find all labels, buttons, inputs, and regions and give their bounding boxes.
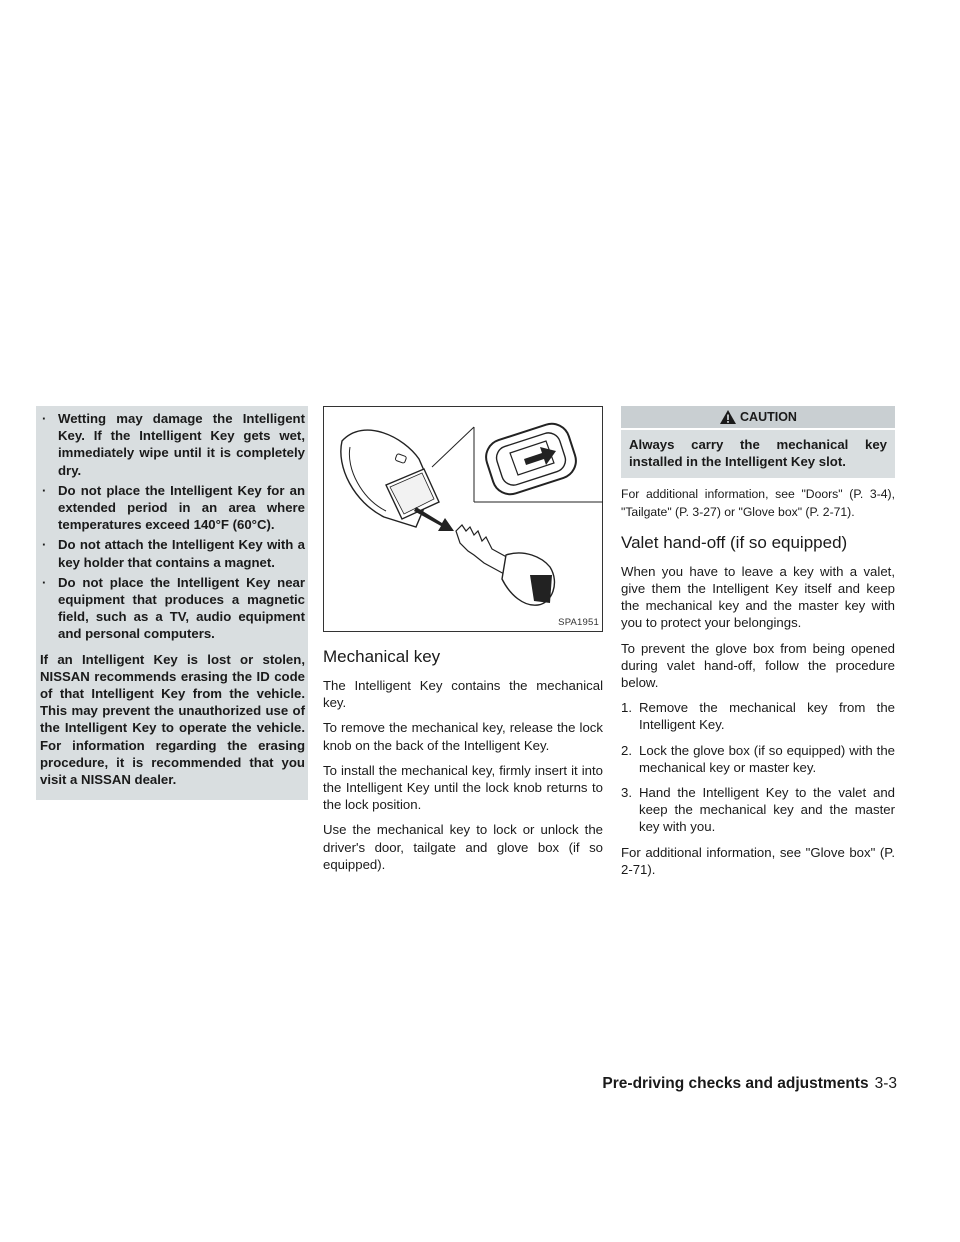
caution-body (621, 430, 895, 478)
caution-title: CAUTION (740, 410, 797, 424)
warning-box (36, 406, 308, 800)
warning-bullet (40, 574, 305, 643)
warning-bullet (40, 410, 305, 479)
caution-header (621, 406, 895, 428)
step-text: Lock the glove box (if so equipped) with the mechanical key or master key. (639, 742, 895, 775)
warning-bullet (40, 482, 305, 534)
valet-reference: For additional information, see "Glove box" (P. 2-71). (621, 844, 895, 877)
paragraph: Use the mechanical key to lock or unlock the driver's door, tailgate and glove box (if so equipped). (323, 822, 603, 872)
bullet-mark: · (42, 537, 47, 553)
step-number: 2. (621, 742, 632, 758)
lost-key-paragraph: If an Intelligent Key is lost or stolen, NISSAN recommends erasing the ID code of that Intelligent Key from the vehicle. This may prevent the unauthorized use of the Intelligent Key to operate the vehicle. For information regarding the erasing procedure, it is recommended that you visit a NISSAN dealer. (40, 651, 305, 788)
mechanical-key-column (323, 406, 603, 881)
warning-bullet-text: Do not place the Intelligent Key for an extended period in an area where temperatures exceed 140°F (60°C). (58, 482, 305, 533)
key-illustration (323, 406, 603, 632)
valet-column (621, 406, 895, 886)
warning-bullet-text: Do not attach the Intelligent Key with a key holder that contains a magnet. (58, 537, 305, 570)
paragraph: To remove the mechanical key, release the lock knob on the back of the Intelligent Key. (323, 720, 603, 753)
step-number: 1. (621, 700, 632, 716)
bullet-mark: · (42, 574, 47, 590)
page-footer (597, 1075, 897, 1093)
step-number: 3. (621, 785, 632, 801)
page-number: 3-3 (874, 1075, 897, 1092)
mechanical-key-heading: Mechanical key (323, 647, 441, 666)
section-title: Pre-driving checks and adjustments (602, 1075, 869, 1092)
caution-reference: For additional information, see "Doors" (P. 3-4), "Tailgate" (P. 3-27) or "Glove box" (P. 2-71). (621, 487, 895, 519)
list-item (621, 784, 895, 836)
warning-bullet-text: Wetting may damage the Intelligent Key. If the Intelligent Key gets wet, immediately wipe until it is completely dry. (58, 411, 305, 478)
paragraph: To prevent the glove box from being opened during valet hand-off, follow the procedure below. (621, 640, 895, 691)
warning-bullet (40, 536, 305, 570)
bullet-mark: · (42, 482, 47, 498)
warning-bullet-text: Do not place the Intelligent Key near equipment that produces a magnetic field, such as a TV, audio equipment and personal computers. (58, 574, 305, 642)
bullet-mark: · (42, 411, 47, 426)
warning-column (36, 406, 308, 800)
paragraph: When you have to leave a key with a valet, give them the Intelligent Key itself and keep the mechanical key and the master key with you to protect your belongings. (621, 563, 895, 631)
paragraph: The Intelligent Key contains the mechanical key. (323, 678, 603, 711)
figure-label: SPA1951 (558, 617, 599, 628)
valet-heading: Valet hand-off (if so equipped) (621, 532, 848, 552)
intelligent-key-diagram (324, 407, 604, 633)
warning-triangle-icon (719, 409, 737, 425)
list-item (621, 742, 895, 776)
caution-text: Always carry the mechanical key installed in the Intelligent Key slot. (629, 437, 887, 470)
step-text: Remove the mechanical key from the Intelligent Key. (639, 700, 895, 733)
paragraph: To install the mechanical key, firmly insert it into the Intelligent Key until the lock knob returns to the lock position. (323, 762, 603, 813)
valet-steps (621, 699, 895, 835)
list-item (621, 699, 895, 733)
step-text: Hand the Intelligent Key to the valet and keep the mechanical key and the master key with you. (639, 785, 895, 835)
